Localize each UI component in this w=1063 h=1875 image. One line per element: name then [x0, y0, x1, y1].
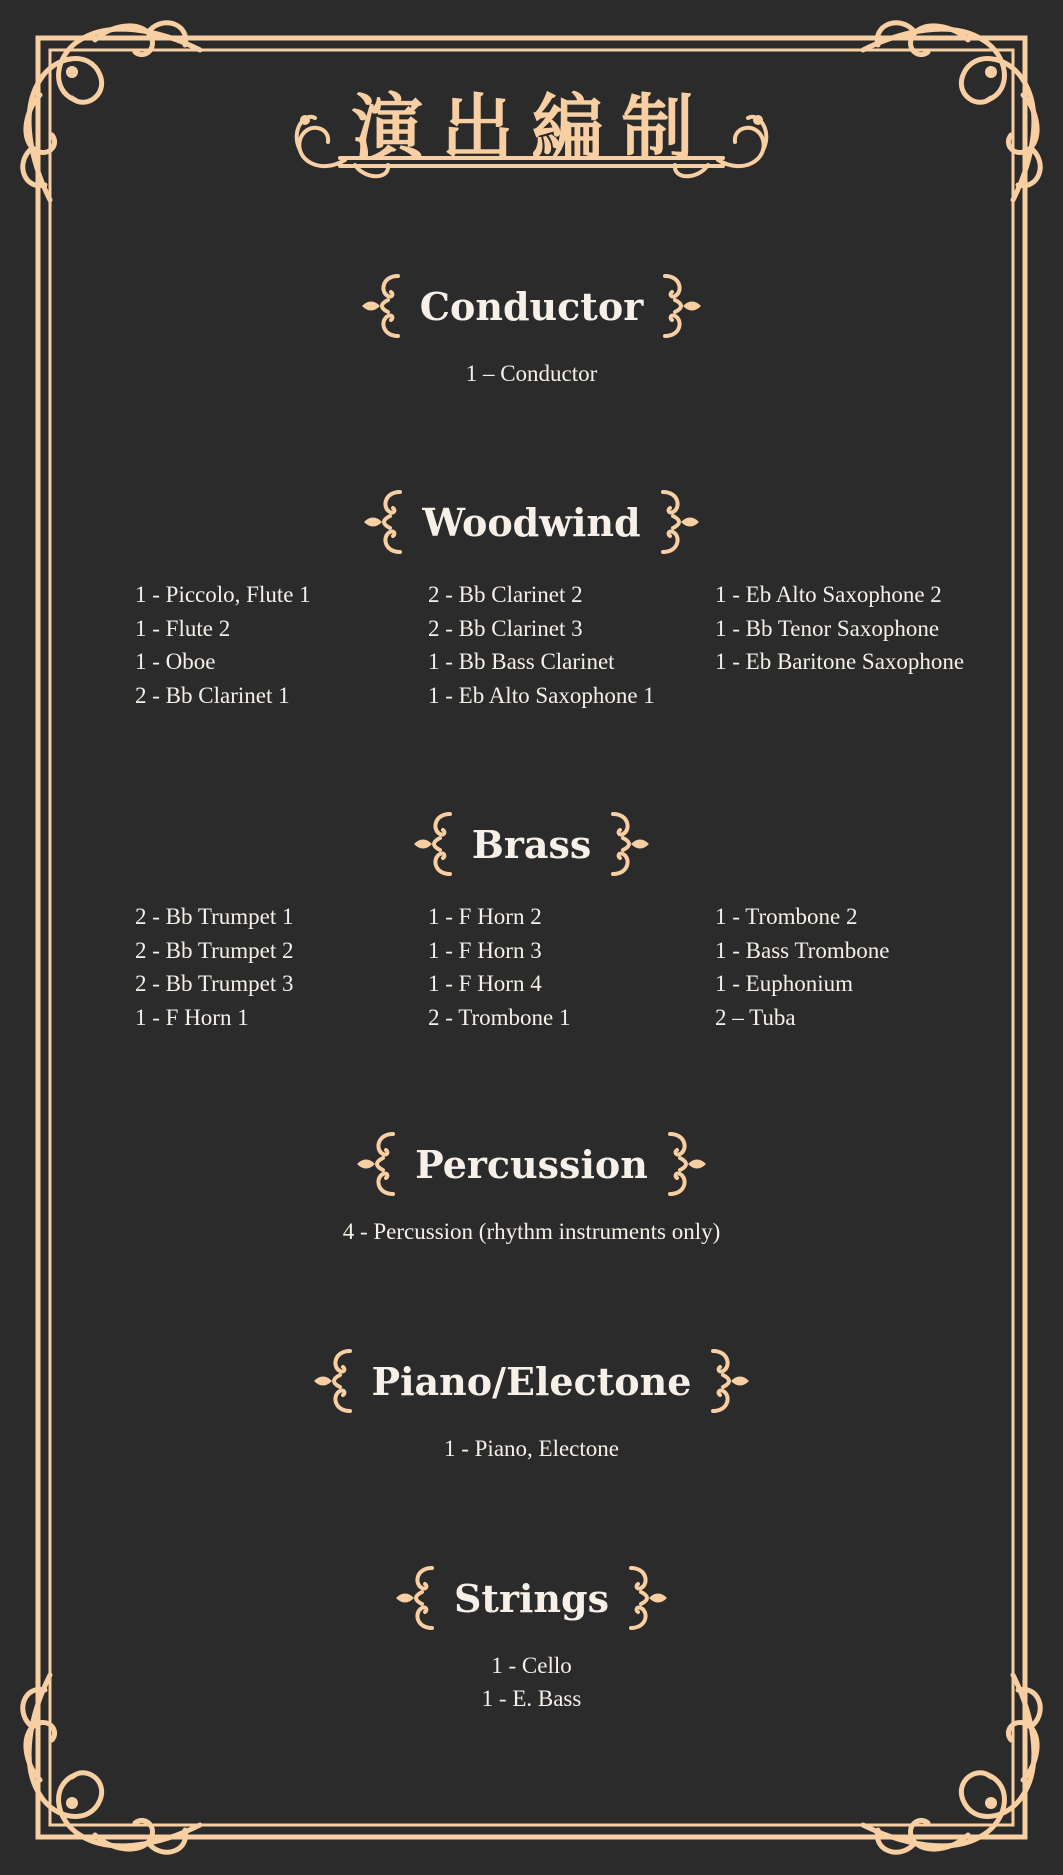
- page-title: 演出編制: [351, 86, 712, 170]
- scroll-right-icon: [662, 1128, 710, 1200]
- list-item: 2 - Bb Trumpet 2: [135, 937, 294, 963]
- woodwind-column-2: [428, 578, 715, 712]
- conductor-heading: Conductor: [419, 283, 644, 329]
- scroll-right-icon: [655, 486, 703, 558]
- scroll-left-icon: [310, 1345, 358, 1417]
- piano-heading: Piano/Electone: [371, 1358, 692, 1404]
- woodwind-heading: Woodwind: [422, 499, 641, 545]
- scroll-right-icon: [623, 1562, 671, 1634]
- list-item: 1 - Bb Bass Clarinet: [428, 649, 615, 674]
- list-item: 2 - Bb Clarinet 2: [428, 582, 583, 607]
- list-item: 1 - Eb Alto Saxophone 1: [428, 682, 655, 708]
- woodwind-list: [135, 578, 1015, 712]
- list-item: 2 - Bb Clarinet 3: [428, 615, 583, 641]
- list-item: 1 - Eb Alto Saxophone 2: [715, 582, 942, 607]
- list-item: 1 - Flute 2: [135, 615, 231, 641]
- woodwind-header: [0, 486, 1063, 558]
- list-item: 2 - Trombone 1: [428, 1004, 571, 1030]
- strings-item: 1 - E. Bass: [481, 1686, 582, 1711]
- list-item: 2 - Bb Trumpet 1: [135, 904, 294, 929]
- woodwind-column-3: [715, 578, 1015, 712]
- conductor-item: 1 – Conductor: [465, 361, 598, 386]
- percussion-header: [0, 1128, 1063, 1200]
- scroll-left-icon: [410, 808, 458, 880]
- percussion-heading: Percussion: [415, 1141, 648, 1187]
- strings-item: 1 - Cello: [491, 1653, 572, 1678]
- list-item: 1 - F Horn 1: [135, 1004, 249, 1030]
- list-item: 1 - F Horn 2: [428, 904, 542, 929]
- scroll-left-icon: [353, 1128, 401, 1200]
- piano-item: 1 - Piano, Electone: [443, 1436, 619, 1461]
- piano-header: [0, 1345, 1063, 1417]
- list-item: 2 - Bb Clarinet 1: [135, 682, 290, 708]
- strings-heading: Strings: [453, 1575, 610, 1621]
- brass-column-3: [715, 900, 1015, 1034]
- list-item: 1 - Eb Baritone Saxophone: [715, 649, 965, 674]
- scroll-left-icon: [358, 270, 406, 342]
- brass-list: [135, 900, 1015, 1034]
- list-item: 1 - Euphonium: [715, 971, 853, 996]
- list-item: 1 - Bass Trombone: [715, 937, 890, 963]
- brass-column-2: [428, 900, 715, 1034]
- list-item: 1 - F Horn 4: [428, 971, 542, 996]
- brass-column-1: [135, 900, 428, 1034]
- scroll-right-icon: [705, 1345, 753, 1417]
- list-item: 1 - Bb Tenor Saxophone: [715, 615, 940, 641]
- list-item: 1 - Trombone 2: [715, 904, 858, 929]
- scroll-right-icon: [657, 270, 705, 342]
- conductor-header: [0, 270, 1063, 342]
- strings-header: [0, 1562, 1063, 1634]
- list-item: 1 - Oboe: [135, 649, 216, 674]
- list-item: 1 - F Horn 3: [428, 937, 542, 963]
- brass-header: [0, 808, 1063, 880]
- list-item: 2 – Tuba: [715, 1004, 796, 1030]
- scroll-left-icon: [360, 486, 408, 558]
- list-item: 1 - Piccolo, Flute 1: [135, 582, 311, 607]
- woodwind-column-1: [135, 578, 428, 712]
- scroll-left-icon: [392, 1562, 440, 1634]
- brass-heading: Brass: [471, 821, 592, 867]
- scroll-right-icon: [605, 808, 653, 880]
- list-item: 2 - Bb Trumpet 3: [135, 971, 294, 996]
- percussion-item: 4 - Percussion (rhythm instruments only): [342, 1219, 721, 1244]
